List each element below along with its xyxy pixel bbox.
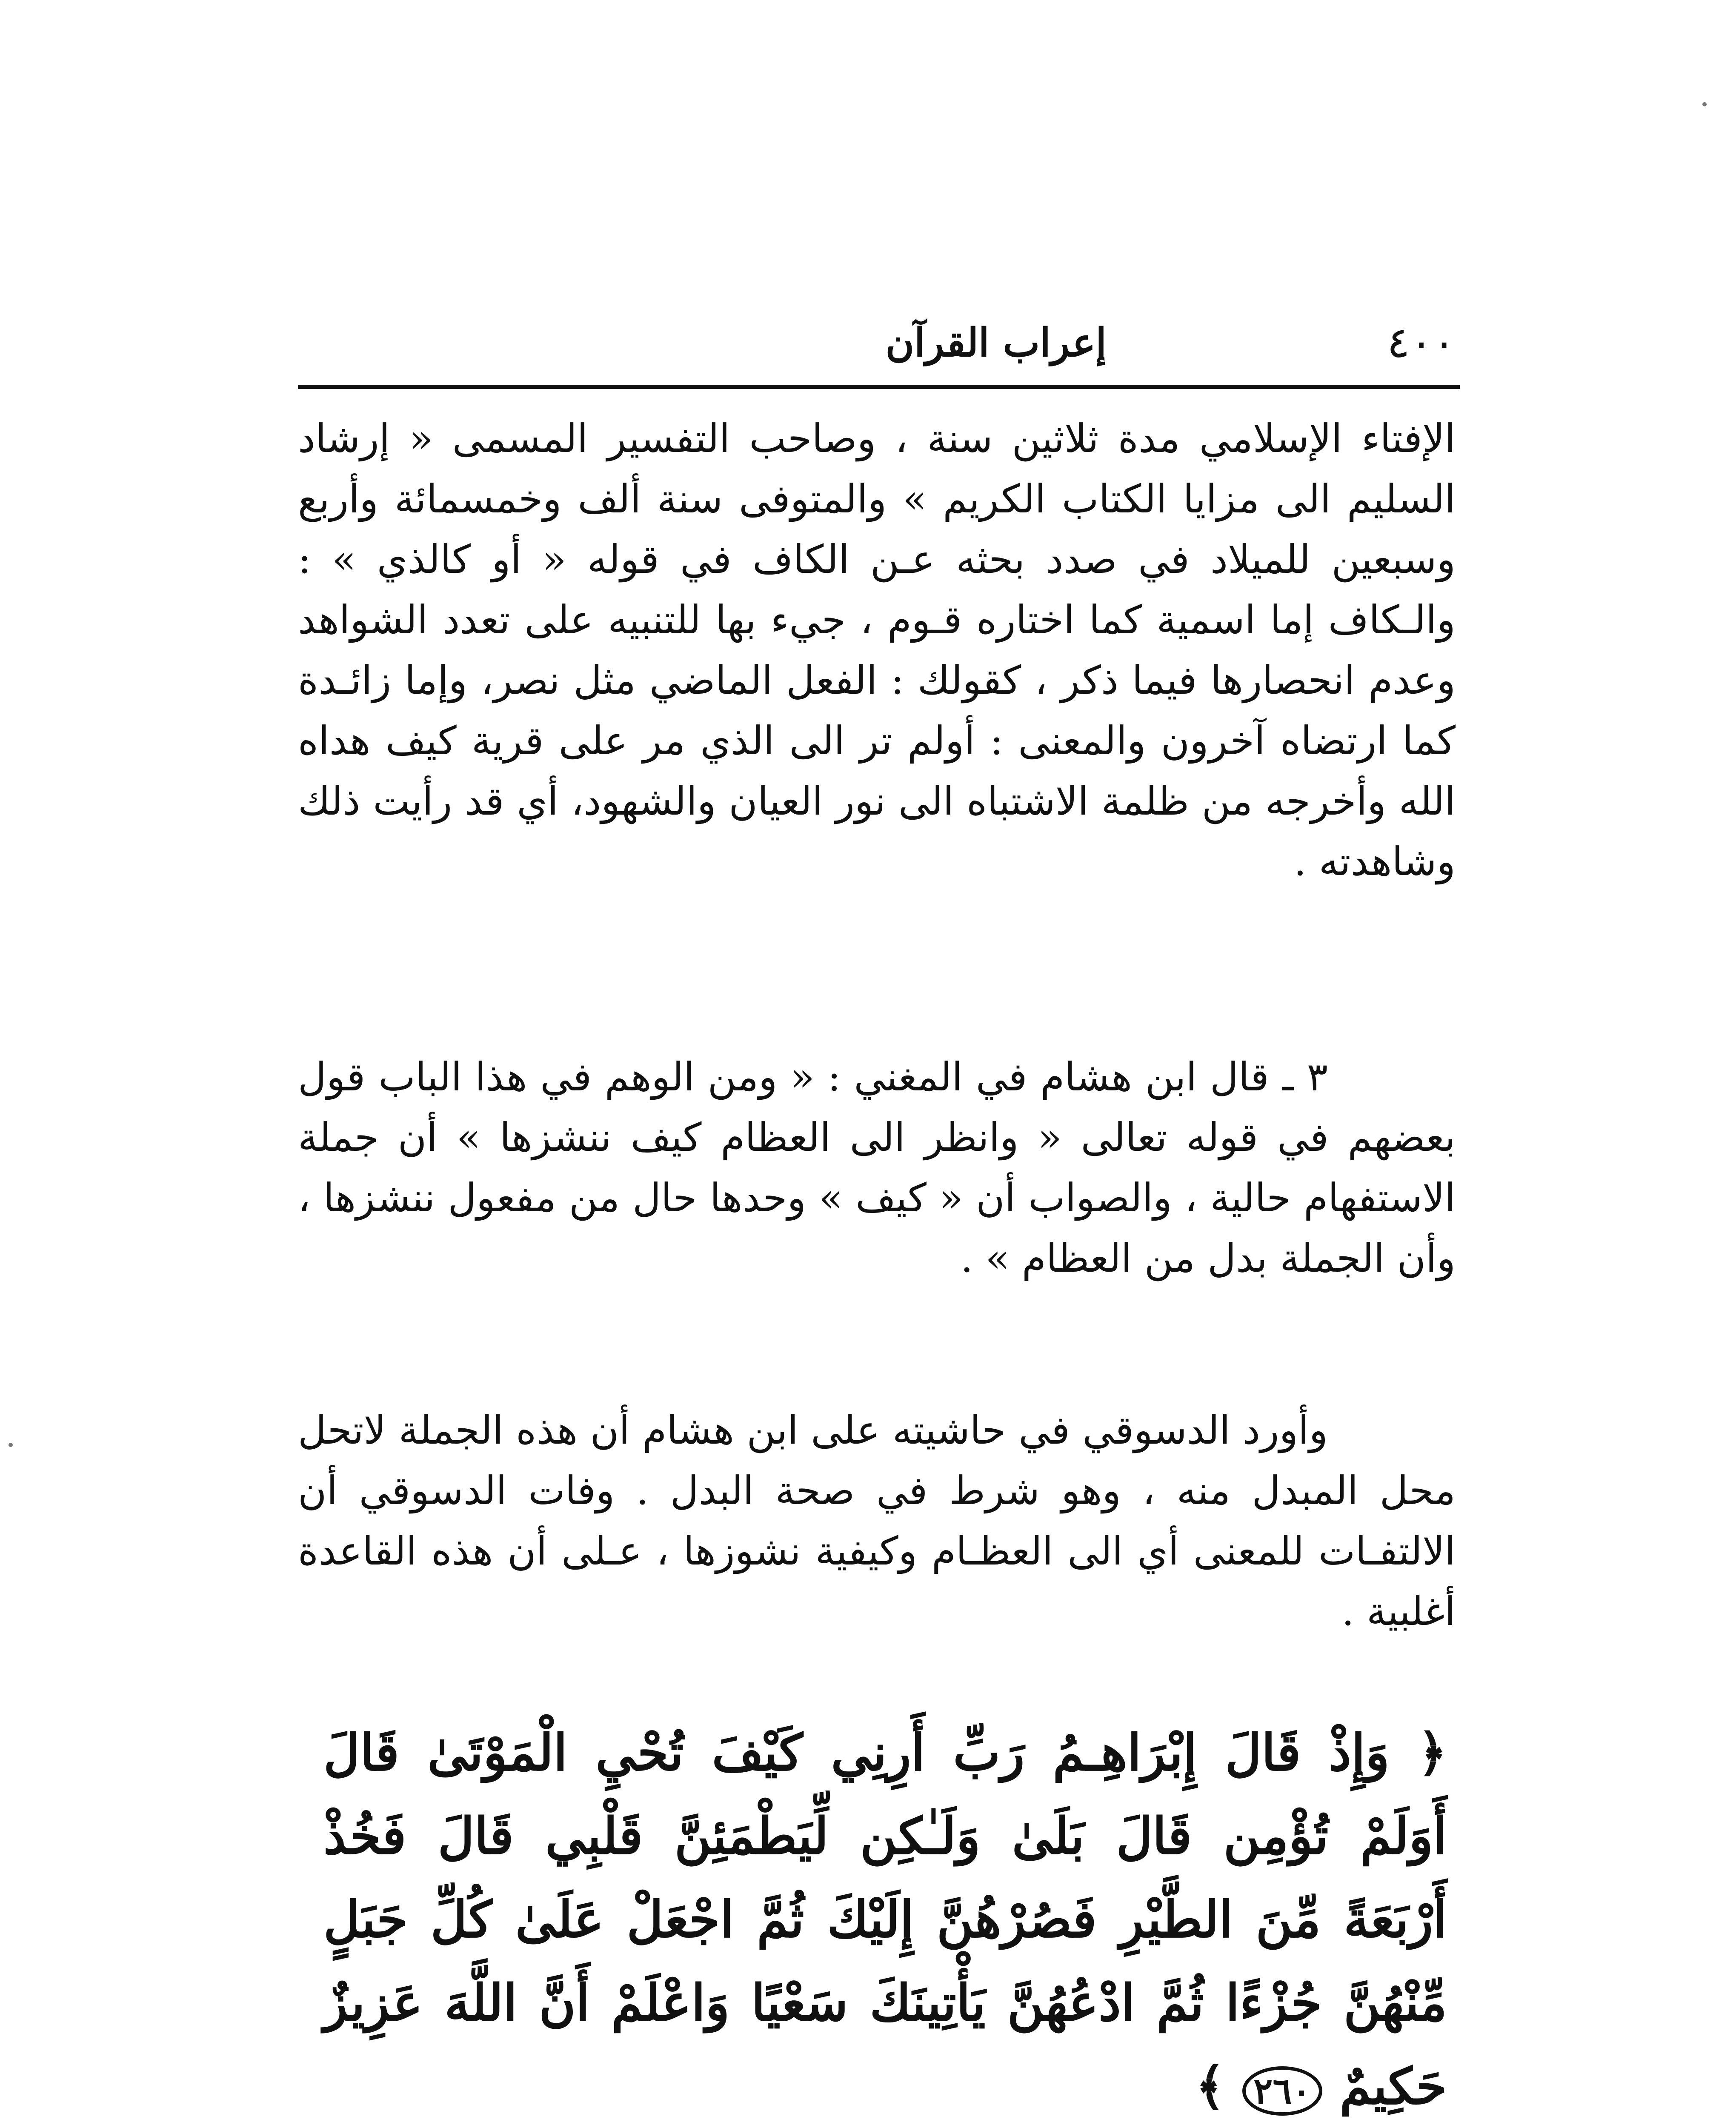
scan-speck: [9, 1443, 13, 1447]
verse-close-mark: ﴾: [1195, 2056, 1225, 2116]
verse-text: وَإِذْ قَالَ إِبْرَاهِـمُ رَبِّ أَرِنِي كَيْفَ تُحْيِ الْمَوْتَىٰ قَالَ أَوَلَمْ تُؤْمِن قَالَ بَلَىٰ وَلَـٰكِن لِّيَطْمَئِنَّ قَلْبِي قَالَ فَخُذْ أَرْبَعَةً مِّنَ الطَّيْرِ فَصُرْهُنَّ إِلَيْكَ ثُمَّ اجْعَلْ عَلَىٰ كُلِّ جَبَلٍ مِّنْهُنَّ جُزْءًا ثُمَّ ادْعُهُنَّ يَأْتِينَكَ سَعْيًا وَاعْلَمْ أَنَّ اللَّهَ عَزِيزٌ حَكِيمٌ: [323, 1723, 1447, 2116]
verse-open-mark: ﴿: [1417, 1723, 1447, 1782]
paragraph-2: ٣ ـ قال ابن هشام في المغني : « ومن الوهم في هذا الباب قول بعضهم في قوله تعالى « وانظر الى العظام كيف ننشزها » أن جملة الاستفهام حالية ، والصواب أن « كيف » وحدها حال من مفعول ننشزها ، وأن الجملة بدل من العظام » .: [298, 1054, 1456, 1281]
running-title: إعراب القرآن: [885, 320, 1107, 366]
verse-number: ٢٦٠: [1242, 2066, 1322, 2116]
paragraph-3: وأورد الدسوقي في حاشيته على ابن هشام أن هذه الجملة لاتحل محل المبدل منه ، وهو شرط في صحة البدل . وفات الدسوقي أن الالتفـات للمعنى أي الى العظـام وكيفية نشوزها ، عـلى أن هذه القاعدة أغلبية .: [298, 1407, 1456, 1634]
header-rule: [298, 385, 1460, 389]
paragraph-1: الإفتاء الإسلامي مدة ثلاثين سنة ، وصاحب التفسير المسمى « إرشاد السليم الى مزايا الكتاب الكريم » والمتوفى سنة ألف وخمسمائة وأربع وسبعين للميلاد في صدد بحثه عـن الكاف في قوله « أو كالذي » : والـكاف إما اسمية كما اختاره قـوم ، جيء بها للتنبيه على تعدد الشواهد وعدم انحصارها فيما ذكر ، كقولك : الفعل الماضي مثل نصر، وإما زائـدة كما ارتضاه آخرون والمعنى : أولم تر الى الذي مر على قرية كيف هداه الله وأخرجه من ظلمة الاشتباه الى نور العيان والشهود، أي قد رأيت ذلك وشاهدته .: [298, 416, 1456, 884]
page-header: [298, 315, 1456, 375]
page-number: ٤٠٠: [1387, 317, 1456, 367]
scan-speck: [1702, 102, 1707, 106]
quran-verse: [323, 1711, 1447, 2128]
